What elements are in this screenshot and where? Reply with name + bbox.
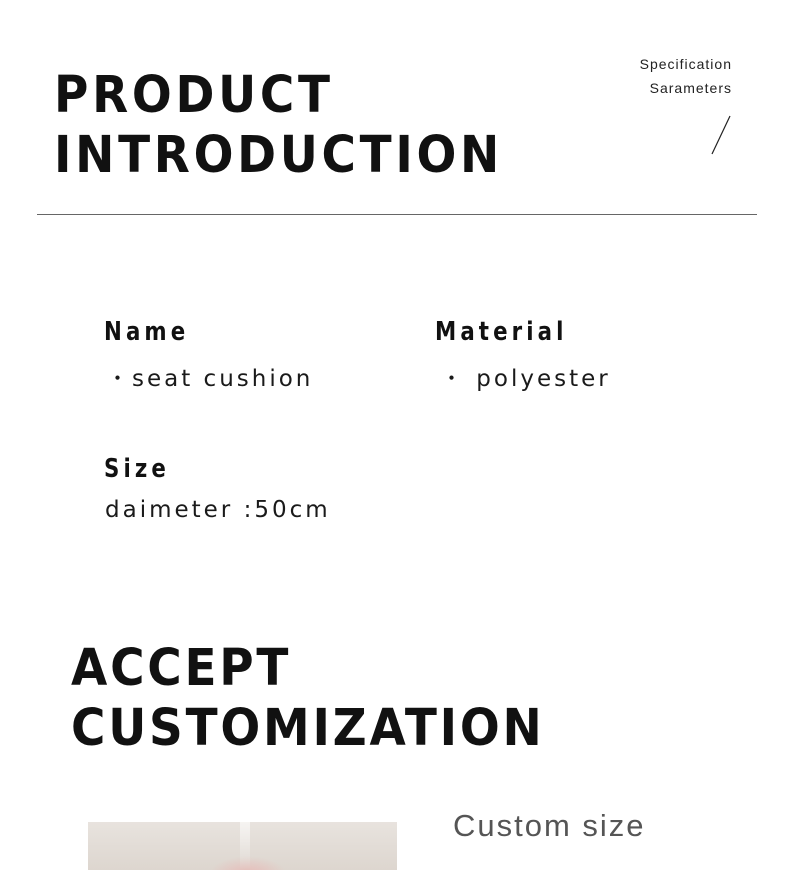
product-photo: [88, 822, 397, 870]
title-line-product: PRODUCT: [54, 66, 334, 125]
name-label: Name: [104, 317, 190, 347]
material-value: ・ polyester: [440, 366, 611, 392]
size-label: Size: [104, 454, 170, 484]
spec-label-specification: Specification: [639, 56, 732, 72]
custom-size-label: Custom size: [453, 808, 646, 843]
page-title: [54, 66, 503, 186]
material-label: Material: [435, 317, 568, 347]
section-divider: [37, 214, 757, 215]
name-value: ・seat cushion: [106, 366, 314, 392]
spec-label-parameters: Sarameters: [649, 80, 732, 96]
slash-decoration-icon: [708, 114, 734, 156]
size-value: daimeter :50cm: [105, 497, 331, 523]
photo-light-streak: [240, 822, 250, 870]
customization-title: [71, 639, 545, 759]
title-line-accept: ACCEPT: [71, 639, 292, 698]
title-line-customization: CUSTOMIZATION: [71, 699, 545, 758]
title-line-introduction: INTRODUCTION: [54, 126, 504, 185]
